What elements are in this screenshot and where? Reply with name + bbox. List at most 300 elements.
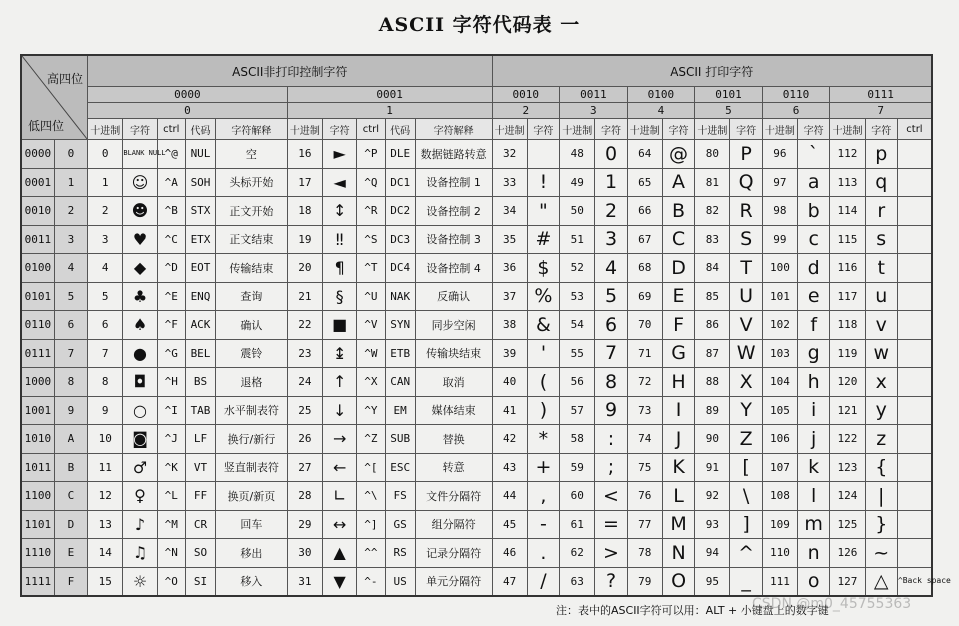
print-dec: 81 xyxy=(695,168,730,197)
ctrl-glyph: ♣ xyxy=(123,282,157,311)
ctrl-code: RS xyxy=(385,539,415,568)
print-char: 5 xyxy=(595,282,627,311)
print-char: w xyxy=(865,339,897,368)
print-char xyxy=(527,140,559,169)
ctrl-description: 水平制表符 xyxy=(216,396,288,425)
print-dec: 58 xyxy=(560,425,595,454)
col-header-dec: 十进制 xyxy=(492,119,527,140)
ctrl-key: ^W xyxy=(357,339,385,368)
print-char: ] xyxy=(730,510,762,539)
row-hex: E xyxy=(54,539,87,568)
ctrl-description: 换页/新页 xyxy=(216,482,288,511)
ctrl-key: ^T xyxy=(357,254,385,283)
row-binary: 1000 xyxy=(21,368,54,397)
ctrl-description: 记录分隔符 xyxy=(415,539,492,568)
print-char: M xyxy=(662,510,694,539)
print-char: W xyxy=(730,339,762,368)
ctrl-code: BEL xyxy=(185,339,215,368)
print-dec: 73 xyxy=(627,396,662,425)
ctrl-description: 反确认 xyxy=(415,282,492,311)
row-binary: 1111 xyxy=(21,567,54,596)
ctrl-description: 查询 xyxy=(216,282,288,311)
print-dec: 57 xyxy=(560,396,595,425)
print-dec: 93 xyxy=(695,510,730,539)
ctrl-key: ^S xyxy=(357,225,385,254)
print-char: O xyxy=(662,567,694,596)
row-binary: 1101 xyxy=(21,510,54,539)
ctrl-dec: 12 xyxy=(88,482,123,511)
dec-header-1: 1 xyxy=(287,103,492,119)
col-header-dec: 十进制 xyxy=(695,119,730,140)
print-dec: 36 xyxy=(492,254,527,283)
table-row xyxy=(21,567,932,596)
ctrl-key: ^P xyxy=(357,140,385,169)
ctrl-key: ^F xyxy=(157,311,185,340)
print-char: y xyxy=(865,396,897,425)
print-dec: 123 xyxy=(830,453,865,482)
print-dec: 107 xyxy=(762,453,797,482)
ctrl-code: VT xyxy=(185,453,215,482)
print-dec: 88 xyxy=(695,368,730,397)
col-header-dec: 十进制 xyxy=(627,119,662,140)
print-char: } xyxy=(865,510,897,539)
ctrl-dec: 31 xyxy=(287,567,322,596)
row-binary: 1010 xyxy=(21,425,54,454)
ctrl-description: 替换 xyxy=(415,425,492,454)
print-char: K xyxy=(662,453,694,482)
print-char: 6 xyxy=(595,311,627,340)
col-header-char: 字符 xyxy=(865,119,897,140)
print-char: c xyxy=(798,225,830,254)
row-hex: 0 xyxy=(54,140,87,169)
ctrl-glyph: ◙ xyxy=(123,425,157,454)
ctrl-code: SYN xyxy=(385,311,415,340)
ctrl-description: 正文结束 xyxy=(216,225,288,254)
print-dec: 41 xyxy=(492,396,527,425)
print-char: X xyxy=(730,368,762,397)
print-dec: 54 xyxy=(560,311,595,340)
print-dec: 62 xyxy=(560,539,595,568)
ctrl-key: ^Q xyxy=(357,168,385,197)
ctrl-description: 震铃 xyxy=(216,339,288,368)
print-dec: 75 xyxy=(627,453,662,482)
dec-header-0: 0 xyxy=(88,103,288,119)
footnote: 注：表中的ASCII字符可以用：ALT + 小键盘上的数字键 xyxy=(556,604,829,617)
print-dec: 116 xyxy=(830,254,865,283)
print-char: | xyxy=(865,482,897,511)
print-dec: 108 xyxy=(762,482,797,511)
print-char: I xyxy=(662,396,694,425)
print-dec: 104 xyxy=(762,368,797,397)
ctrl-dec: 22 xyxy=(287,311,322,340)
ctrl-code: FS xyxy=(385,482,415,511)
row-binary: 0101 xyxy=(21,282,54,311)
ctrl-code: US xyxy=(385,567,415,596)
print-char: _ xyxy=(730,567,762,596)
ctrl-key: ^R xyxy=(357,197,385,226)
ctrl-code: LF xyxy=(185,425,215,454)
print-dec: 118 xyxy=(830,311,865,340)
print-dec: 121 xyxy=(830,396,865,425)
ctrl-code: ETB xyxy=(385,339,415,368)
ctrl-glyph: ↕ xyxy=(323,197,357,226)
ctrl-key: ^[ xyxy=(357,453,385,482)
col-header-code: 代码 xyxy=(185,119,215,140)
print-dec: 95 xyxy=(695,567,730,596)
row-hex: 2 xyxy=(54,197,87,226)
print-char: h xyxy=(798,368,830,397)
print-char: 2 xyxy=(595,197,627,226)
ctrl-code: NAK xyxy=(385,282,415,311)
print-char: - xyxy=(527,510,559,539)
print-char: * xyxy=(527,425,559,454)
row-hex: 3 xyxy=(54,225,87,254)
ctrl-dec: 4 xyxy=(88,254,123,283)
col-header-desc: 字符解释 xyxy=(415,119,492,140)
col-header-char: 字符 xyxy=(323,119,357,140)
ctrl-glyph: ♠ xyxy=(123,311,157,340)
row-binary: 0001 xyxy=(21,168,54,197)
dec-header-3: 3 xyxy=(560,103,628,119)
row-binary: 1001 xyxy=(21,396,54,425)
print-char: \ xyxy=(730,482,762,511)
table-row xyxy=(21,140,932,169)
row-hex: 7 xyxy=(54,339,87,368)
ctrl-description: 设备控制 1 xyxy=(415,168,492,197)
print-dec: 68 xyxy=(627,254,662,283)
ctrl-glyph: ◆ xyxy=(123,254,157,283)
ctrl-glyph: ¶ xyxy=(323,254,357,283)
table-row xyxy=(21,425,932,454)
ctrl-dec: 25 xyxy=(287,396,322,425)
ctrl-dec: 8 xyxy=(88,368,123,397)
print-dec: 49 xyxy=(560,168,595,197)
ctrl-dec: 18 xyxy=(287,197,322,226)
ctrl-code: GS xyxy=(385,510,415,539)
print-dec: 87 xyxy=(695,339,730,368)
print-dec: 33 xyxy=(492,168,527,197)
print-char: ? xyxy=(595,567,627,596)
print-dec: 32 xyxy=(492,140,527,169)
print-dec: 86 xyxy=(695,311,730,340)
ctrl-dec: 15 xyxy=(88,567,123,596)
print-dec: 34 xyxy=(492,197,527,226)
ctrl-dec: 24 xyxy=(287,368,322,397)
ctrl-key: ^Z xyxy=(357,425,385,454)
col-header-char: 字符 xyxy=(123,119,157,140)
print-char: D xyxy=(662,254,694,283)
print-char: & xyxy=(527,311,559,340)
col-header-dec: 十进制 xyxy=(88,119,123,140)
print-dec: 83 xyxy=(695,225,730,254)
print-char: S xyxy=(730,225,762,254)
col-header-char: 字符 xyxy=(595,119,627,140)
ctrl-key: ^^ xyxy=(357,539,385,568)
ctrl-code: FF xyxy=(185,482,215,511)
print-char: r xyxy=(865,197,897,226)
print-dec: 71 xyxy=(627,339,662,368)
print-char: V xyxy=(730,311,762,340)
print-dec: 69 xyxy=(627,282,662,311)
ctrl-glyph: ♫ xyxy=(123,539,157,568)
print-dec: 96 xyxy=(762,140,797,169)
row-hex: 6 xyxy=(54,311,87,340)
table-row xyxy=(21,396,932,425)
ctrl-description: 竖直制表符 xyxy=(216,453,288,482)
ctrl-code: SOH xyxy=(185,168,215,197)
print-dec: 38 xyxy=(492,311,527,340)
print-char: 9 xyxy=(595,396,627,425)
print-dec: 101 xyxy=(762,282,797,311)
ctrl-description: 回车 xyxy=(216,510,288,539)
table-row xyxy=(21,225,932,254)
col-header-char: 字符 xyxy=(798,119,830,140)
print-char: Z xyxy=(730,425,762,454)
ctrl-key: ^O xyxy=(157,567,185,596)
empty-ctrl xyxy=(897,197,932,226)
ctrl-dec: 5 xyxy=(88,282,123,311)
ctrl-key: ^H xyxy=(157,368,185,397)
ctrl-dec: 16 xyxy=(287,140,322,169)
print-char: J xyxy=(662,425,694,454)
print-dec: 99 xyxy=(762,225,797,254)
print-dec: 82 xyxy=(695,197,730,226)
print-char: p xyxy=(865,140,897,169)
ctrl-glyph: → xyxy=(323,425,357,454)
print-dec: 64 xyxy=(627,140,662,169)
print-dec: 35 xyxy=(492,225,527,254)
print-dec: 92 xyxy=(695,482,730,511)
ctrl-glyph: ∟ xyxy=(323,482,357,511)
ctrl-description: 移出 xyxy=(216,539,288,568)
row-hex: 4 xyxy=(54,254,87,283)
print-char: g xyxy=(798,339,830,368)
print-char: k xyxy=(798,453,830,482)
bin-header-0111: 0111 xyxy=(830,87,932,103)
ctrl-description: 同步空闲 xyxy=(415,311,492,340)
header-corner xyxy=(21,55,88,140)
print-dec: 50 xyxy=(560,197,595,226)
ctrl-description: 传输块结束 xyxy=(415,339,492,368)
ctrl-code: SO xyxy=(185,539,215,568)
table-row xyxy=(21,311,932,340)
bin-header-0110: 0110 xyxy=(762,87,830,103)
print-char: L xyxy=(662,482,694,511)
print-dec: 84 xyxy=(695,254,730,283)
empty-ctrl xyxy=(897,282,932,311)
print-dec: 100 xyxy=(762,254,797,283)
print-char: @ xyxy=(662,140,694,169)
row-binary: 0100 xyxy=(21,254,54,283)
ctrl-dec: 9 xyxy=(88,396,123,425)
print-dec: 109 xyxy=(762,510,797,539)
ctrl-description: 组分隔符 xyxy=(415,510,492,539)
print-dec: 77 xyxy=(627,510,662,539)
print-char: ~ xyxy=(865,539,897,568)
row-hex: A xyxy=(54,425,87,454)
row-binary: 0111 xyxy=(21,339,54,368)
ctrl-description: 换行/新行 xyxy=(216,425,288,454)
row-binary: 0010 xyxy=(21,197,54,226)
empty-ctrl xyxy=(897,368,932,397)
empty-ctrl xyxy=(897,254,932,283)
table-row xyxy=(21,482,932,511)
print-char: d xyxy=(798,254,830,283)
watermark: CSDN @m0_45755363 xyxy=(752,596,912,612)
print-char: T xyxy=(730,254,762,283)
ctrl-code: CAN xyxy=(385,368,415,397)
ctrl-glyph: ← xyxy=(323,453,357,482)
print-char: > xyxy=(595,539,627,568)
print-char: 7 xyxy=(595,339,627,368)
print-dec: 106 xyxy=(762,425,797,454)
print-dec: 113 xyxy=(830,168,865,197)
print-char: . xyxy=(527,539,559,568)
print-dec: 46 xyxy=(492,539,527,568)
ctrl-description: 退格 xyxy=(216,368,288,397)
print-char: U xyxy=(730,282,762,311)
ctrl-key: ^A xyxy=(157,168,185,197)
print-char: : xyxy=(595,425,627,454)
ctrl-dec: 28 xyxy=(287,482,322,511)
ctrl-description: 设备控制 4 xyxy=(415,254,492,283)
print-char: ^ xyxy=(730,539,762,568)
ctrl-key: ^@ xyxy=(157,140,185,169)
row-binary: 0110 xyxy=(21,311,54,340)
print-dec: 43 xyxy=(492,453,527,482)
print-dec: 103 xyxy=(762,339,797,368)
ctrl-glyph: ■ xyxy=(323,311,357,340)
empty-ctrl xyxy=(897,453,932,482)
print-dec: 48 xyxy=(560,140,595,169)
ctrl-code: DLE xyxy=(385,140,415,169)
print-char: Y xyxy=(730,396,762,425)
print-dec: 70 xyxy=(627,311,662,340)
col-header-ctrl: ctrl xyxy=(357,119,385,140)
dec-header-5: 5 xyxy=(695,103,763,119)
print-char: { xyxy=(865,453,897,482)
table-row xyxy=(21,282,932,311)
print-char: △ xyxy=(865,567,897,596)
print-char: + xyxy=(527,453,559,482)
ctrl-description: 媒体结束 xyxy=(415,396,492,425)
ctrl-glyph: § xyxy=(323,282,357,311)
ctrl-dec: 10 xyxy=(88,425,123,454)
empty-ctrl xyxy=(897,140,932,169)
ctrl-description: 数据链路转意 xyxy=(415,140,492,169)
ctrl-dec: 7 xyxy=(88,339,123,368)
ctrl-code: EM xyxy=(385,396,415,425)
ctrl-glyph: ☻ xyxy=(123,197,157,226)
row-binary: 1100 xyxy=(21,482,54,511)
ctrl-key: ^- xyxy=(357,567,385,596)
corner-high-label: 高四位 xyxy=(47,72,84,86)
print-dec: 78 xyxy=(627,539,662,568)
ctrl-dec: 21 xyxy=(287,282,322,311)
ctrl-key: ^] xyxy=(357,510,385,539)
table-row xyxy=(21,539,932,568)
print-dec: 102 xyxy=(762,311,797,340)
print-dec: 91 xyxy=(695,453,730,482)
ctrl-code: DC3 xyxy=(385,225,415,254)
ctrl-description: 正文开始 xyxy=(216,197,288,226)
dec-header-7: 7 xyxy=(830,103,932,119)
table-row xyxy=(21,510,932,539)
col-header-dec: 十进制 xyxy=(830,119,865,140)
ctrl-key: ^L xyxy=(157,482,185,511)
col-header-dec: 十进制 xyxy=(560,119,595,140)
ctrl-description: 头标开始 xyxy=(216,168,288,197)
ctrl-dec: 13 xyxy=(88,510,123,539)
row-binary: 1110 xyxy=(21,539,54,568)
print-dec: 67 xyxy=(627,225,662,254)
print-char: o xyxy=(798,567,830,596)
ctrl-description: 取消 xyxy=(415,368,492,397)
ctrl-key: ^J xyxy=(157,425,185,454)
empty-ctrl xyxy=(897,311,932,340)
ctrl-description: 移入 xyxy=(216,567,288,596)
print-char: N xyxy=(662,539,694,568)
col-header-char: 字符 xyxy=(730,119,762,140)
print-dec: 44 xyxy=(492,482,527,511)
print-dec: 119 xyxy=(830,339,865,368)
print-char: ; xyxy=(595,453,627,482)
ctrl-code: ENQ xyxy=(185,282,215,311)
del-ctrl: ^Back space xyxy=(897,567,932,596)
print-char: ! xyxy=(527,168,559,197)
table-row xyxy=(21,368,932,397)
empty-ctrl xyxy=(897,396,932,425)
print-char: q xyxy=(865,168,897,197)
print-dec: 105 xyxy=(762,396,797,425)
print-dec: 42 xyxy=(492,425,527,454)
ctrl-code: ETX xyxy=(185,225,215,254)
ctrl-description: 设备控制 2 xyxy=(415,197,492,226)
col-header-char: 字符 xyxy=(527,119,559,140)
print-char: b xyxy=(798,197,830,226)
ctrl-description: 文件分隔符 xyxy=(415,482,492,511)
ctrl-dec: 0 xyxy=(88,140,123,169)
print-dec: 90 xyxy=(695,425,730,454)
ctrl-code: ACK xyxy=(185,311,215,340)
print-dec: 51 xyxy=(560,225,595,254)
table-row xyxy=(21,339,932,368)
ctrl-glyph: ↓ xyxy=(323,396,357,425)
ctrl-glyph: ‼ xyxy=(323,225,357,254)
ctrl-code: CR xyxy=(185,510,215,539)
ctrl-code: ESC xyxy=(385,453,415,482)
print-dec: 59 xyxy=(560,453,595,482)
print-char: a xyxy=(798,168,830,197)
ctrl-glyph: ↨ xyxy=(323,339,357,368)
print-dec: 65 xyxy=(627,168,662,197)
ctrl-code: BS xyxy=(185,368,215,397)
ctrl-dec: 26 xyxy=(287,425,322,454)
ctrl-key: ^V xyxy=(357,311,385,340)
print-char: ' xyxy=(527,339,559,368)
print-char: n xyxy=(798,539,830,568)
page-title: ASCII 字符代码表 一 xyxy=(378,14,581,36)
ctrl-glyph: ♀ xyxy=(123,482,157,511)
col-header-ctrl: ctrl xyxy=(157,119,185,140)
print-group-header: ASCII 打印字符 xyxy=(492,55,932,87)
print-char: $ xyxy=(527,254,559,283)
print-char: A xyxy=(662,168,694,197)
ctrl-dec: 30 xyxy=(287,539,322,568)
bin-header-0000: 0000 xyxy=(88,87,288,103)
ctrl-code: DC1 xyxy=(385,168,415,197)
ctrl-glyph: ◘ xyxy=(123,368,157,397)
